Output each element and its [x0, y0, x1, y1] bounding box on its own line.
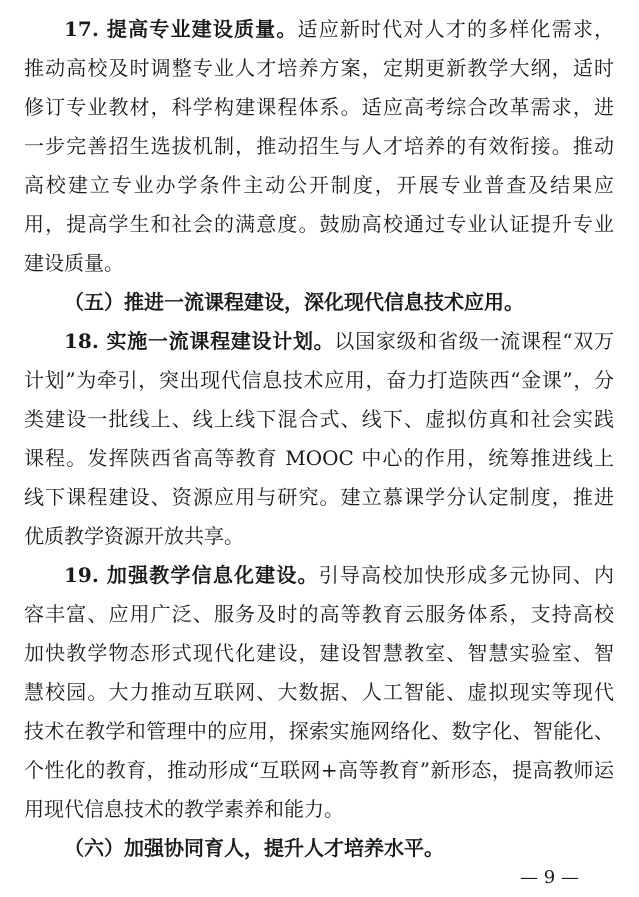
item-17-line-5: 高校建立专业办学条件主动公开制度，开展专业普查及结果应 — [24, 173, 614, 197]
item-17-line-3: 修订专业教材，科学构建课程体系。适应高考综合改革需求，进 — [24, 95, 614, 119]
item-17-line-6: 用，提高学生和社会的满意度。鼓励高校通过专业认证提升专业 — [24, 212, 614, 236]
item-18-text: 以国家级和省级一流课程“双万 — [334, 329, 614, 353]
item-19-heading: 19. 加强教学信息化建设。 — [64, 563, 319, 587]
item-19-line-5: 技术在教学和管理中的应用，探索实施网络化、数字化、智能化、 — [24, 719, 614, 743]
item-18-heading: 18. 实施一流课程建设计划。 — [64, 329, 335, 353]
item-19-text: 引导高校加快形成多元协同、内 — [318, 563, 614, 587]
item-19-line-7: 用现代信息技术的教学素养和能力。 — [24, 797, 344, 821]
item-19-line-1 — [24, 556, 614, 595]
item-19-line-3: 加快教学物态形式现代化建设，建设智慧教室、智慧实验室、智 — [24, 641, 614, 665]
item-18-line-2: 计划”为牵引，突出现代信息技术应用，奋力打造陕西“金课”，分 — [24, 368, 614, 392]
item-17-line-4: 一步完善招生选拔机制，推动招生与人才培养的有效衔接。推动 — [24, 134, 614, 158]
item-19-line-6: 个性化的教育，推动形成“互联网+高等教育”新形态，提高教师运 — [24, 758, 614, 782]
document-page — [24, 10, 614, 868]
section-6-heading: （六）加强协同育人，提升人才培养水平。 — [64, 836, 444, 860]
item-17-line-2: 推动高校及时调整专业人才培养方案，定期更新教学大纲，适时 — [24, 56, 614, 80]
item-18-line-3: 类建设一批线上、线上线下混合式、线下、虚拟仿真和社会实践 — [24, 407, 614, 431]
item-18-line-5: 线下课程建设、资源应用与研究。建立慕课学分认定制度，推进 — [24, 485, 614, 509]
item-17-heading: 17. 提高专业建设质量。 — [64, 17, 298, 41]
item-18-line-6: 优质教学资源开放共享。 — [24, 524, 244, 548]
page-number: — 9 — — [520, 867, 579, 888]
item-17-line-7: 建设质量。 — [24, 251, 124, 275]
item-17-text: 适应新时代对人才的多样化需求， — [297, 17, 614, 41]
item-17-line-1 — [24, 10, 614, 49]
item-18-line-4: 课程。发挥陕西省高等教育 MOOC 中心的作用，统筹推进线上 — [24, 446, 614, 470]
item-19-line-4: 慧校园。大力推动互联网、大数据、人工智能、虚拟现实等现代 — [24, 680, 614, 704]
item-19-line-2: 容丰富、应用广泛、服务及时的高等教育云服务体系，支持高校 — [24, 602, 614, 626]
section-5-heading: （五）推进一流课程建设，深化现代信息技术应用。 — [64, 290, 524, 314]
item-18-line-1 — [24, 322, 614, 361]
